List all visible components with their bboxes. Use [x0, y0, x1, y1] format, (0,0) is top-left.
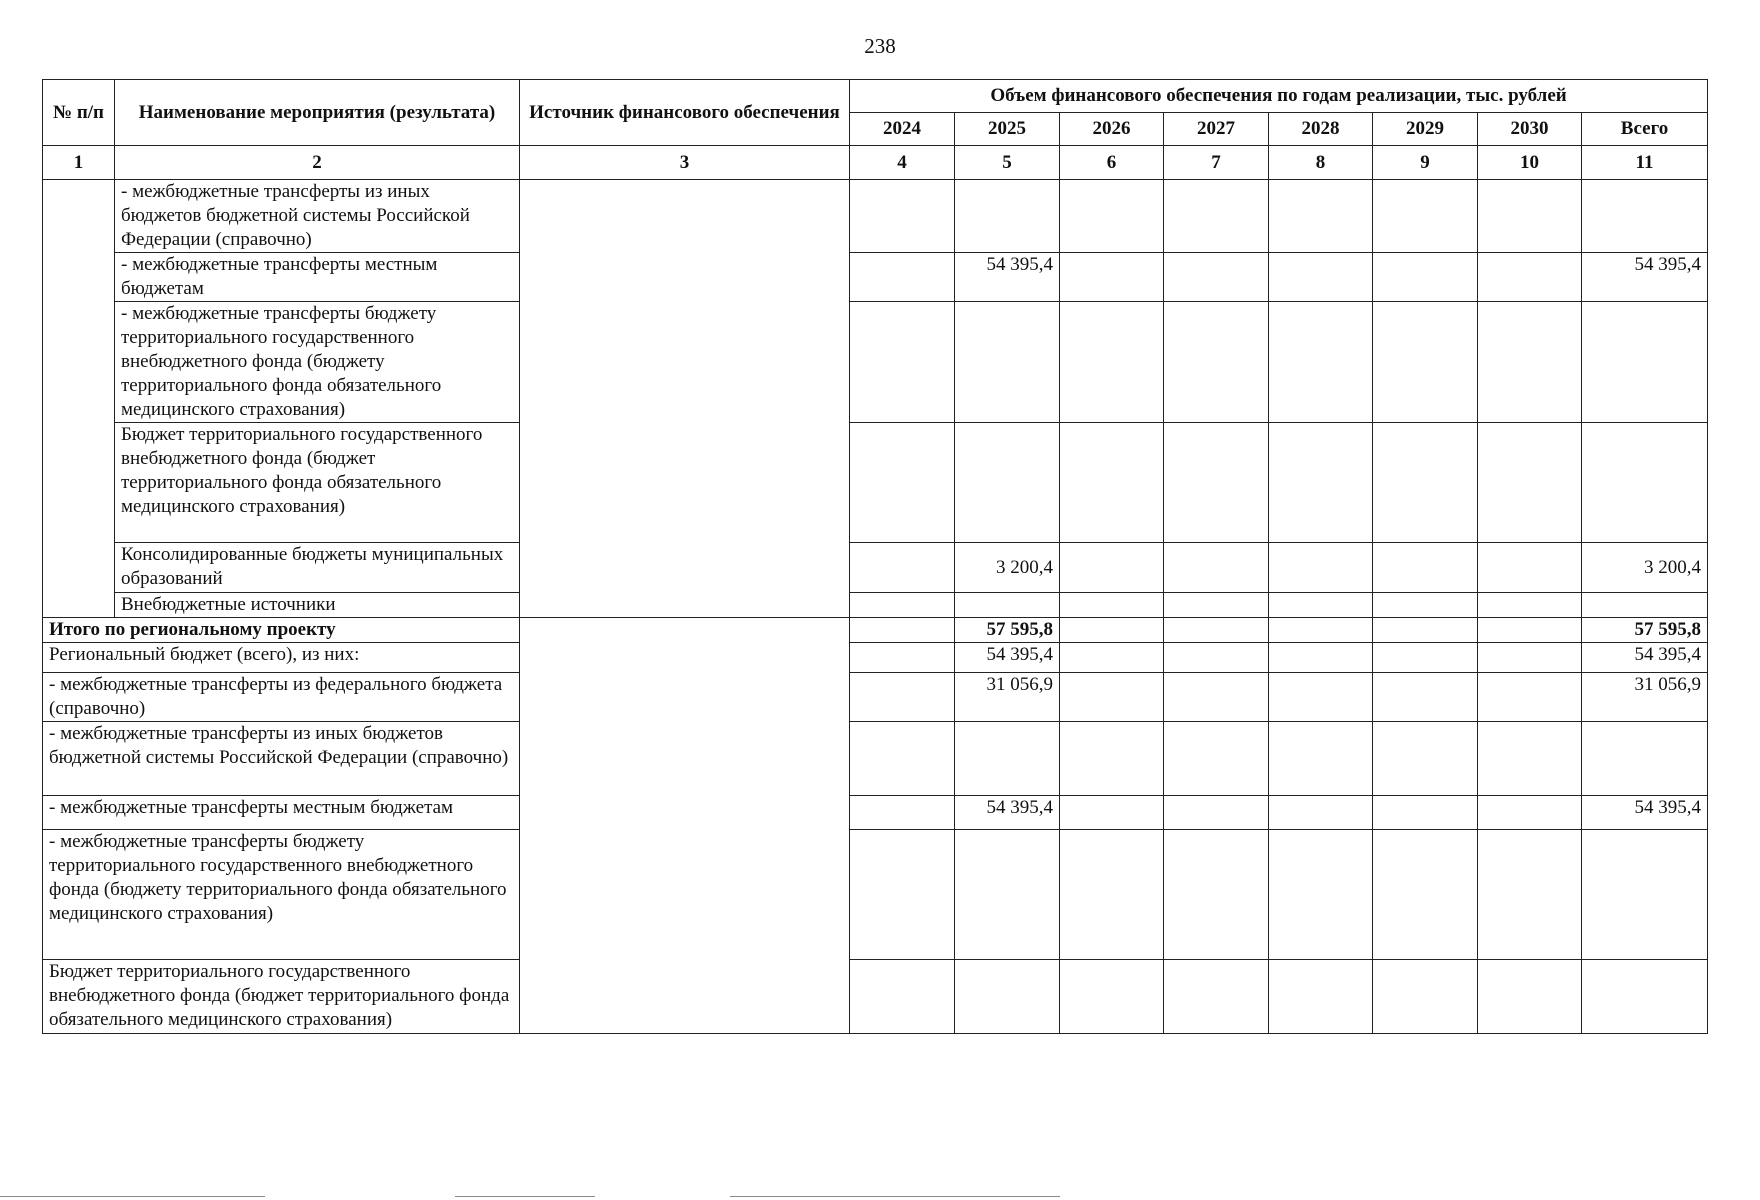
table-row	[43, 423, 1708, 543]
row-label: - межбюджетные трансферты из федерального бюджета (справочно)	[43, 673, 520, 722]
value-2027	[1164, 960, 1269, 1034]
value-2025: 54 395,4	[955, 643, 1060, 673]
value-total	[1582, 830, 1708, 960]
value-2024	[850, 253, 955, 302]
value-2030	[1478, 673, 1582, 722]
value-2026	[1060, 830, 1164, 960]
row-label: - межбюджетные трансферты из иных бюджетов бюджетной системы Российской Федерации (справочно)	[43, 722, 520, 796]
row-label: - межбюджетные трансферты из иных бюджетов бюджетной системы Российской Федерации (справочно)	[115, 180, 520, 253]
scan-divider	[0, 1196, 265, 1197]
value-2025: 54 395,4	[955, 253, 1060, 302]
header-year: 2026	[1060, 113, 1164, 146]
table-row	[43, 253, 1708, 302]
value-total	[1582, 960, 1708, 1034]
value-2027	[1164, 643, 1269, 673]
value-2027	[1164, 796, 1269, 830]
table-row	[43, 618, 1708, 643]
value-2030	[1478, 796, 1582, 830]
value-2027	[1164, 618, 1269, 643]
value-2027	[1164, 830, 1269, 960]
value-2026	[1060, 253, 1164, 302]
row-label: Региональный бюджет (всего), из них:	[43, 643, 520, 673]
value-2025: 54 395,4	[955, 796, 1060, 830]
column-number: 7	[1164, 146, 1269, 180]
value-total: 54 395,4	[1582, 796, 1708, 830]
table-row	[43, 643, 1708, 673]
row-label: - межбюджетные трансферты местным бюджетам	[43, 796, 520, 830]
value-2026	[1060, 673, 1164, 722]
value-2029	[1373, 673, 1478, 722]
value-2026	[1060, 722, 1164, 796]
table-row	[43, 796, 1708, 830]
value-2027	[1164, 423, 1269, 543]
value-2028	[1269, 543, 1373, 593]
column-number: 5	[955, 146, 1060, 180]
row-label: Консолидированные бюджеты муниципальных образований	[115, 543, 520, 593]
value-2024	[850, 830, 955, 960]
value-2029	[1373, 302, 1478, 423]
value-2028	[1269, 830, 1373, 960]
value-total: 54 395,4	[1582, 643, 1708, 673]
header-source: Источник финансового обеспечения	[520, 80, 850, 146]
value-2024	[850, 722, 955, 796]
value-2026	[1060, 423, 1164, 543]
value-2030	[1478, 543, 1582, 593]
value-2028	[1269, 722, 1373, 796]
value-2024	[850, 618, 955, 643]
value-2025: 3 200,4	[955, 543, 1060, 593]
value-2028	[1269, 960, 1373, 1034]
table-row	[43, 593, 1708, 618]
value-2025	[955, 302, 1060, 423]
value-2028	[1269, 253, 1373, 302]
row-label: - межбюджетные трансферты бюджету территориального государственного внебюджетного фонда (бюджету территориального фонда обязательного медицинского страхования)	[43, 830, 520, 960]
value-2029	[1373, 796, 1478, 830]
value-2029	[1373, 960, 1478, 1034]
source-cell	[520, 618, 850, 1034]
value-2029	[1373, 643, 1478, 673]
value-2027	[1164, 253, 1269, 302]
value-2030	[1478, 830, 1582, 960]
header-name: Наименование мероприятия (результата)	[115, 80, 520, 146]
column-number: 9	[1373, 146, 1478, 180]
value-2028	[1269, 302, 1373, 423]
column-number: 11	[1582, 146, 1708, 180]
value-2029	[1373, 423, 1478, 543]
value-2025	[955, 722, 1060, 796]
value-total: 31 056,9	[1582, 673, 1708, 722]
column-number: 3	[520, 146, 850, 180]
value-2024	[850, 673, 955, 722]
value-2028	[1269, 673, 1373, 722]
value-2024	[850, 796, 955, 830]
value-2029	[1373, 180, 1478, 253]
value-2027	[1164, 593, 1269, 618]
value-2024	[850, 180, 955, 253]
value-2028	[1269, 796, 1373, 830]
scan-divider	[730, 1196, 1060, 1197]
table-row	[43, 673, 1708, 722]
column-number: 8	[1269, 146, 1373, 180]
column-number: 4	[850, 146, 955, 180]
value-2024	[850, 960, 955, 1034]
value-2030	[1478, 302, 1582, 423]
value-2030	[1478, 593, 1582, 618]
header-year: 2027	[1164, 113, 1269, 146]
value-2025: 31 056,9	[955, 673, 1060, 722]
value-2028	[1269, 618, 1373, 643]
row-label: - межбюджетные трансферты местным бюджетам	[115, 253, 520, 302]
value-total: 3 200,4	[1582, 543, 1708, 593]
value-2024	[850, 593, 955, 618]
value-total: 57 595,8	[1582, 618, 1708, 643]
value-2028	[1269, 643, 1373, 673]
table-row	[43, 722, 1708, 796]
value-2026	[1060, 180, 1164, 253]
header-year: 2030	[1478, 113, 1582, 146]
row-label: - межбюджетные трансферты бюджету территориального государственного внебюджетного фонда (бюджету территориального фонда обязательного медицинского страхования)	[115, 302, 520, 423]
value-2030	[1478, 180, 1582, 253]
value-2025	[955, 423, 1060, 543]
value-2026	[1060, 543, 1164, 593]
value-2030	[1478, 423, 1582, 543]
value-2024	[850, 302, 955, 423]
value-total	[1582, 302, 1708, 423]
value-2024	[850, 423, 955, 543]
table-row	[43, 180, 1708, 253]
value-2025	[955, 830, 1060, 960]
value-2029	[1373, 830, 1478, 960]
header-volume: Объем финансового обеспечения по годам реализации, тыс. рублей	[850, 80, 1708, 113]
table-row	[43, 960, 1708, 1034]
value-2026	[1060, 593, 1164, 618]
header-year: 2028	[1269, 113, 1373, 146]
value-2027	[1164, 302, 1269, 423]
value-2026	[1060, 643, 1164, 673]
value-2027	[1164, 180, 1269, 253]
value-2029	[1373, 593, 1478, 618]
value-2030	[1478, 643, 1582, 673]
value-2029	[1373, 618, 1478, 643]
value-2025	[955, 180, 1060, 253]
financing-table	[42, 79, 1708, 1034]
value-2025	[955, 960, 1060, 1034]
row-label: Итого по региональному проекту	[43, 618, 520, 643]
value-2027	[1164, 543, 1269, 593]
value-2030	[1478, 960, 1582, 1034]
column-number: 6	[1060, 146, 1164, 180]
value-2026	[1060, 618, 1164, 643]
value-2030	[1478, 618, 1582, 643]
table-body	[43, 180, 1708, 1034]
row-label: Бюджет территориального государственного внебюджетного фонда (бюджет территориального фонда обязательного медицинского страхования)	[115, 423, 520, 543]
value-2028	[1269, 180, 1373, 253]
value-total	[1582, 722, 1708, 796]
table-row	[43, 830, 1708, 960]
value-2026	[1060, 796, 1164, 830]
column-number: 2	[115, 146, 520, 180]
header-year: 2024	[850, 113, 955, 146]
header-total: Всего	[1582, 113, 1708, 146]
num-cell	[43, 180, 115, 618]
header-year: 2029	[1373, 113, 1478, 146]
value-2026	[1060, 302, 1164, 423]
page-number: 238	[864, 34, 896, 58]
table-row	[43, 543, 1708, 593]
value-2026	[1060, 960, 1164, 1034]
row-label: Бюджет территориального государственного внебюджетного фонда (бюджет территориального фонда обязательного медицинского страхования)	[43, 960, 520, 1034]
row-label: Внебюджетные источники	[115, 593, 520, 618]
scan-divider	[455, 1196, 595, 1197]
value-2029	[1373, 722, 1478, 796]
column-number: 1	[43, 146, 115, 180]
value-2028	[1269, 593, 1373, 618]
value-total	[1582, 593, 1708, 618]
value-2024	[850, 543, 955, 593]
value-2028	[1269, 423, 1373, 543]
value-2029	[1373, 253, 1478, 302]
value-2030	[1478, 253, 1582, 302]
table-row	[43, 302, 1708, 423]
value-total	[1582, 180, 1708, 253]
value-total: 54 395,4	[1582, 253, 1708, 302]
value-2025: 57 595,8	[955, 618, 1060, 643]
value-2029	[1373, 543, 1478, 593]
value-total	[1582, 423, 1708, 543]
value-2025	[955, 593, 1060, 618]
header-year: 2025	[955, 113, 1060, 146]
column-numbers-row	[43, 146, 1708, 180]
source-cell	[520, 180, 850, 618]
column-number: 10	[1478, 146, 1582, 180]
value-2030	[1478, 722, 1582, 796]
table-header	[43, 80, 1708, 180]
header-num: № п/п	[43, 80, 115, 146]
value-2024	[850, 643, 955, 673]
value-2027	[1164, 722, 1269, 796]
value-2027	[1164, 673, 1269, 722]
